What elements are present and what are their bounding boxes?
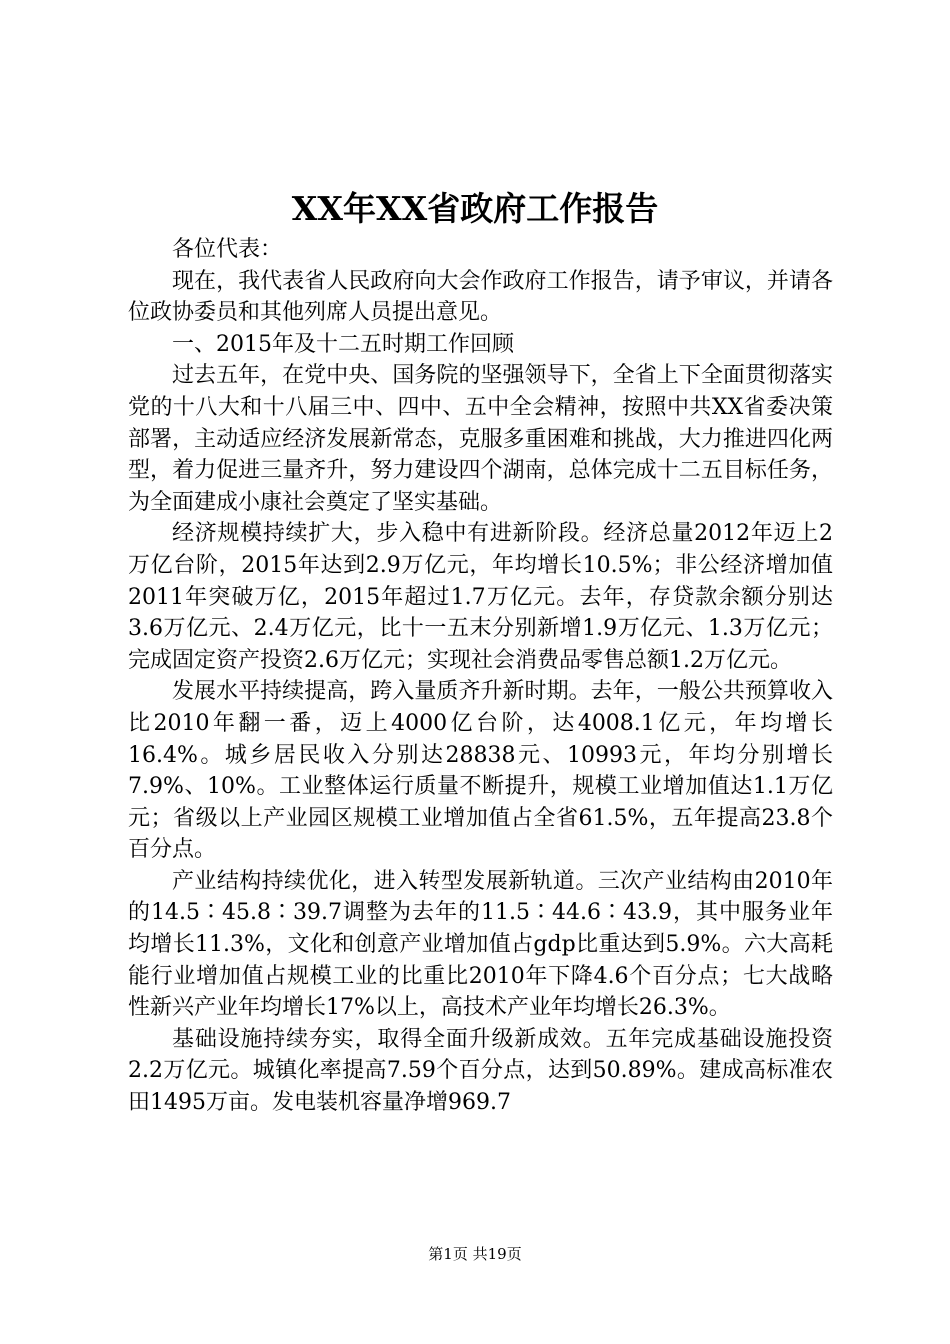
document-title: XX年XX省政府工作报告 (291, 189, 659, 228)
paragraph-development: 发展水平持续提高，跨入量质齐升新时期。去年，一般公共预算收入比2010年翻一番，迈上4000亿台阶，达4008.1亿元，年均增长16.4%。城乡居民收入分别达28838元、10993元，年均分别增长7.9%、10%。工业整体运行质量不断提升，规模工业增加值达1.1万亿元；省级以上产业园区规模工业增加值占全省61.5%，五年提高23.8个百分点。 (128, 679, 834, 863)
paragraph-economy: 经济规模持续扩大，步入稳中有进新阶段。经济总量2012年迈上2万亿台阶，2015年达到2.9万亿元，年均增长10.5%；非公经济增加值2011年突破万亿，2015年超过1.7万亿元。去年，存贷款余额分别达3.6万亿元、2.4万亿元，比十一五末分别新增1.9万亿元、1.3万亿元；完成固定资产投资2.6万亿元；实现社会消费品零售总额1.2万亿元。 (128, 521, 833, 673)
section-heading: 一、2015年及十二五时期工作回顾 (172, 331, 514, 357)
document-body (128, 234, 833, 1119)
salutation: 各位代表： (172, 237, 283, 262)
paragraph-intro: 现在，我代表省人民政府向大会作政府工作报告，请予审议，并请各位政协委员和其他列席人员提出意见。 (128, 268, 833, 326)
paragraph-review: 过去五年，在党中央、国务院的坚强领导下，全省上下全面贯彻落实党的十八大和十八届三中、四中、五中全会精神，按照中共XX省委决策部署，主动适应经济发展新常态，克服多重困难和挑战，大力推进四化两型，着力促进三量齐升，努力建设四个湖南，总体完成十二五目标任务，为全面建成小康社会奠定了坚实基础。 (128, 363, 833, 515)
page-footer: 第1页 共19页 (428, 1245, 522, 1263)
paragraph-infrastructure: 基础设施持续夯实，取得全面升级新成效。五年完成基础设施投资2.2万亿元。城镇化率提高7.59个百分点，达到50.89%。建成高标准农田1495万亩。发电装机容量净增969.7 (128, 1026, 833, 1116)
paragraph-industry: 产业结构持续优化，进入转型发展新轨道。三次产业结构由2010年的14.5∶45.8∶39.7调整为去年的11.5∶44.6∶43.9，其中服务业年均增长11.3%，文化和创意产业增加值占gdp比重达到5.9%。六大高耗能行业增加值占规模工业的比重比2010年下降4.6个百分点；七大战略性新兴产业年均增长17%以上，高技术产业年均增长26.3%。 (128, 868, 833, 1021)
